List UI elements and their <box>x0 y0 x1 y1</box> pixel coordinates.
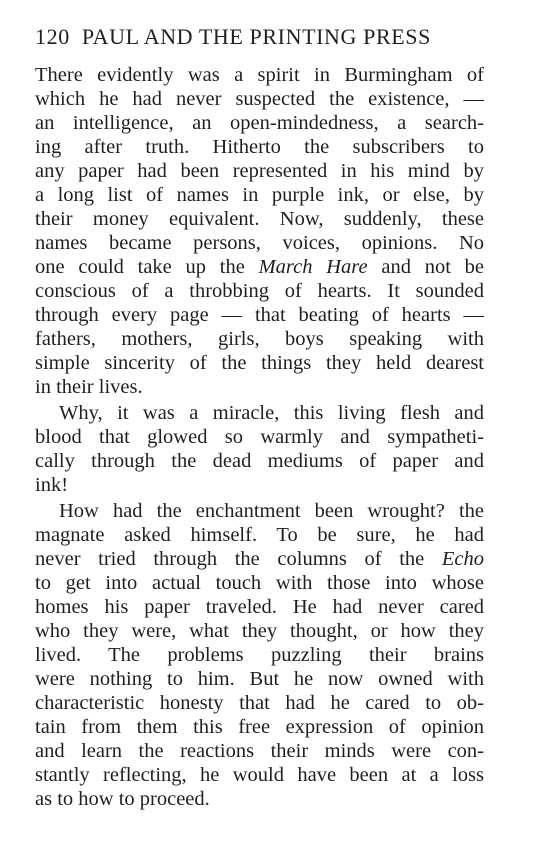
text-line <box>35 571 484 595</box>
text-line <box>35 375 484 399</box>
text-line <box>59 499 484 523</box>
text-line <box>35 739 484 763</box>
line-text: a long list of names in purple ink, or else, by <box>35 184 484 206</box>
text-line <box>35 667 484 691</box>
line-text: as to how to proceed. <box>35 788 210 810</box>
running-head <box>35 24 510 54</box>
text-line <box>35 279 484 303</box>
text-line <box>35 351 484 375</box>
line-text: blood that glowed so warmly and sympatheti- <box>35 426 484 448</box>
text-line <box>35 207 484 231</box>
text-line <box>35 303 484 327</box>
line-text: an intelligence, an open-mindedness, a search- <box>35 112 484 134</box>
text-line <box>35 255 484 279</box>
line-text: fathers, mothers, girls, boys speaking with <box>35 328 484 350</box>
line-text: never tried through the columns of the <box>35 548 442 570</box>
line-text: ink! <box>35 474 69 496</box>
text-line <box>35 159 484 183</box>
line-text: in their lives. <box>35 376 143 398</box>
text-line <box>59 401 484 425</box>
line-text: ing after truth. Hitherto the subscribers to <box>35 136 484 158</box>
line-text: Why, it was a miracle, this living flesh and <box>59 402 484 424</box>
running-title: PAUL AND THE PRINTING PRESS <box>81 24 431 49</box>
text-line <box>35 619 484 643</box>
text-line <box>35 87 484 111</box>
italic-title: March Hare <box>258 256 368 278</box>
line-text: simple sincerity of the things they held dearest <box>35 352 484 374</box>
line-text: names became persons, voices, opinions. No <box>35 232 484 254</box>
text-line <box>35 547 484 571</box>
text-line <box>35 449 484 473</box>
line-text: lived. The problems puzzling their brains <box>35 644 484 666</box>
line-text: How had the enchantment been wrought? the <box>59 500 484 522</box>
line-text: one could take up the <box>35 256 259 278</box>
italic-title: Echo <box>441 548 484 570</box>
line-text: their money equivalent. Now, suddenly, these <box>35 208 484 230</box>
text-line <box>35 787 484 811</box>
line-text: magnate asked himself. To be sure, he had <box>35 524 484 546</box>
text-line <box>35 111 484 135</box>
text-line <box>35 425 484 449</box>
text-line <box>35 523 484 547</box>
line-text: any paper had been represented in his mind by <box>35 160 484 182</box>
text-line <box>35 473 484 497</box>
text-line <box>35 231 484 255</box>
line-text: conscious of a throbbing of hearts. It sounded <box>35 280 484 302</box>
text-line <box>35 63 484 87</box>
text-line <box>35 327 484 351</box>
line-text: which he had never suspected the existence, — <box>35 88 484 110</box>
line-text: tain from them this free expression of opinion <box>35 716 484 738</box>
text-line <box>35 715 484 739</box>
line-text: cally through the dead mediums of paper and <box>35 450 484 472</box>
line-text: through every page — that beating of hearts — <box>35 304 484 326</box>
line-text: There evidently was a spirit in Burmingham of <box>35 64 484 86</box>
text-line <box>35 595 484 619</box>
page-number: 120 <box>35 24 70 49</box>
line-text: and not be <box>367 256 484 278</box>
text-line <box>35 763 484 787</box>
line-text: and learn the reactions their minds were con- <box>35 740 484 762</box>
line-text: stantly reflecting, he would have been at a loss <box>35 764 484 786</box>
text-line <box>35 183 484 207</box>
line-text: to get into actual touch with those into whose <box>35 572 484 594</box>
line-text: characteristic honesty that had he cared to ob- <box>35 692 484 714</box>
line-text: were nothing to him. But he now owned with <box>35 668 484 690</box>
text-line <box>35 643 484 667</box>
text-line <box>35 135 484 159</box>
text-line <box>35 691 484 715</box>
line-text: homes his paper traveled. He had never cared <box>35 596 484 618</box>
line-text: who they were, what they thought, or how they <box>35 620 484 642</box>
